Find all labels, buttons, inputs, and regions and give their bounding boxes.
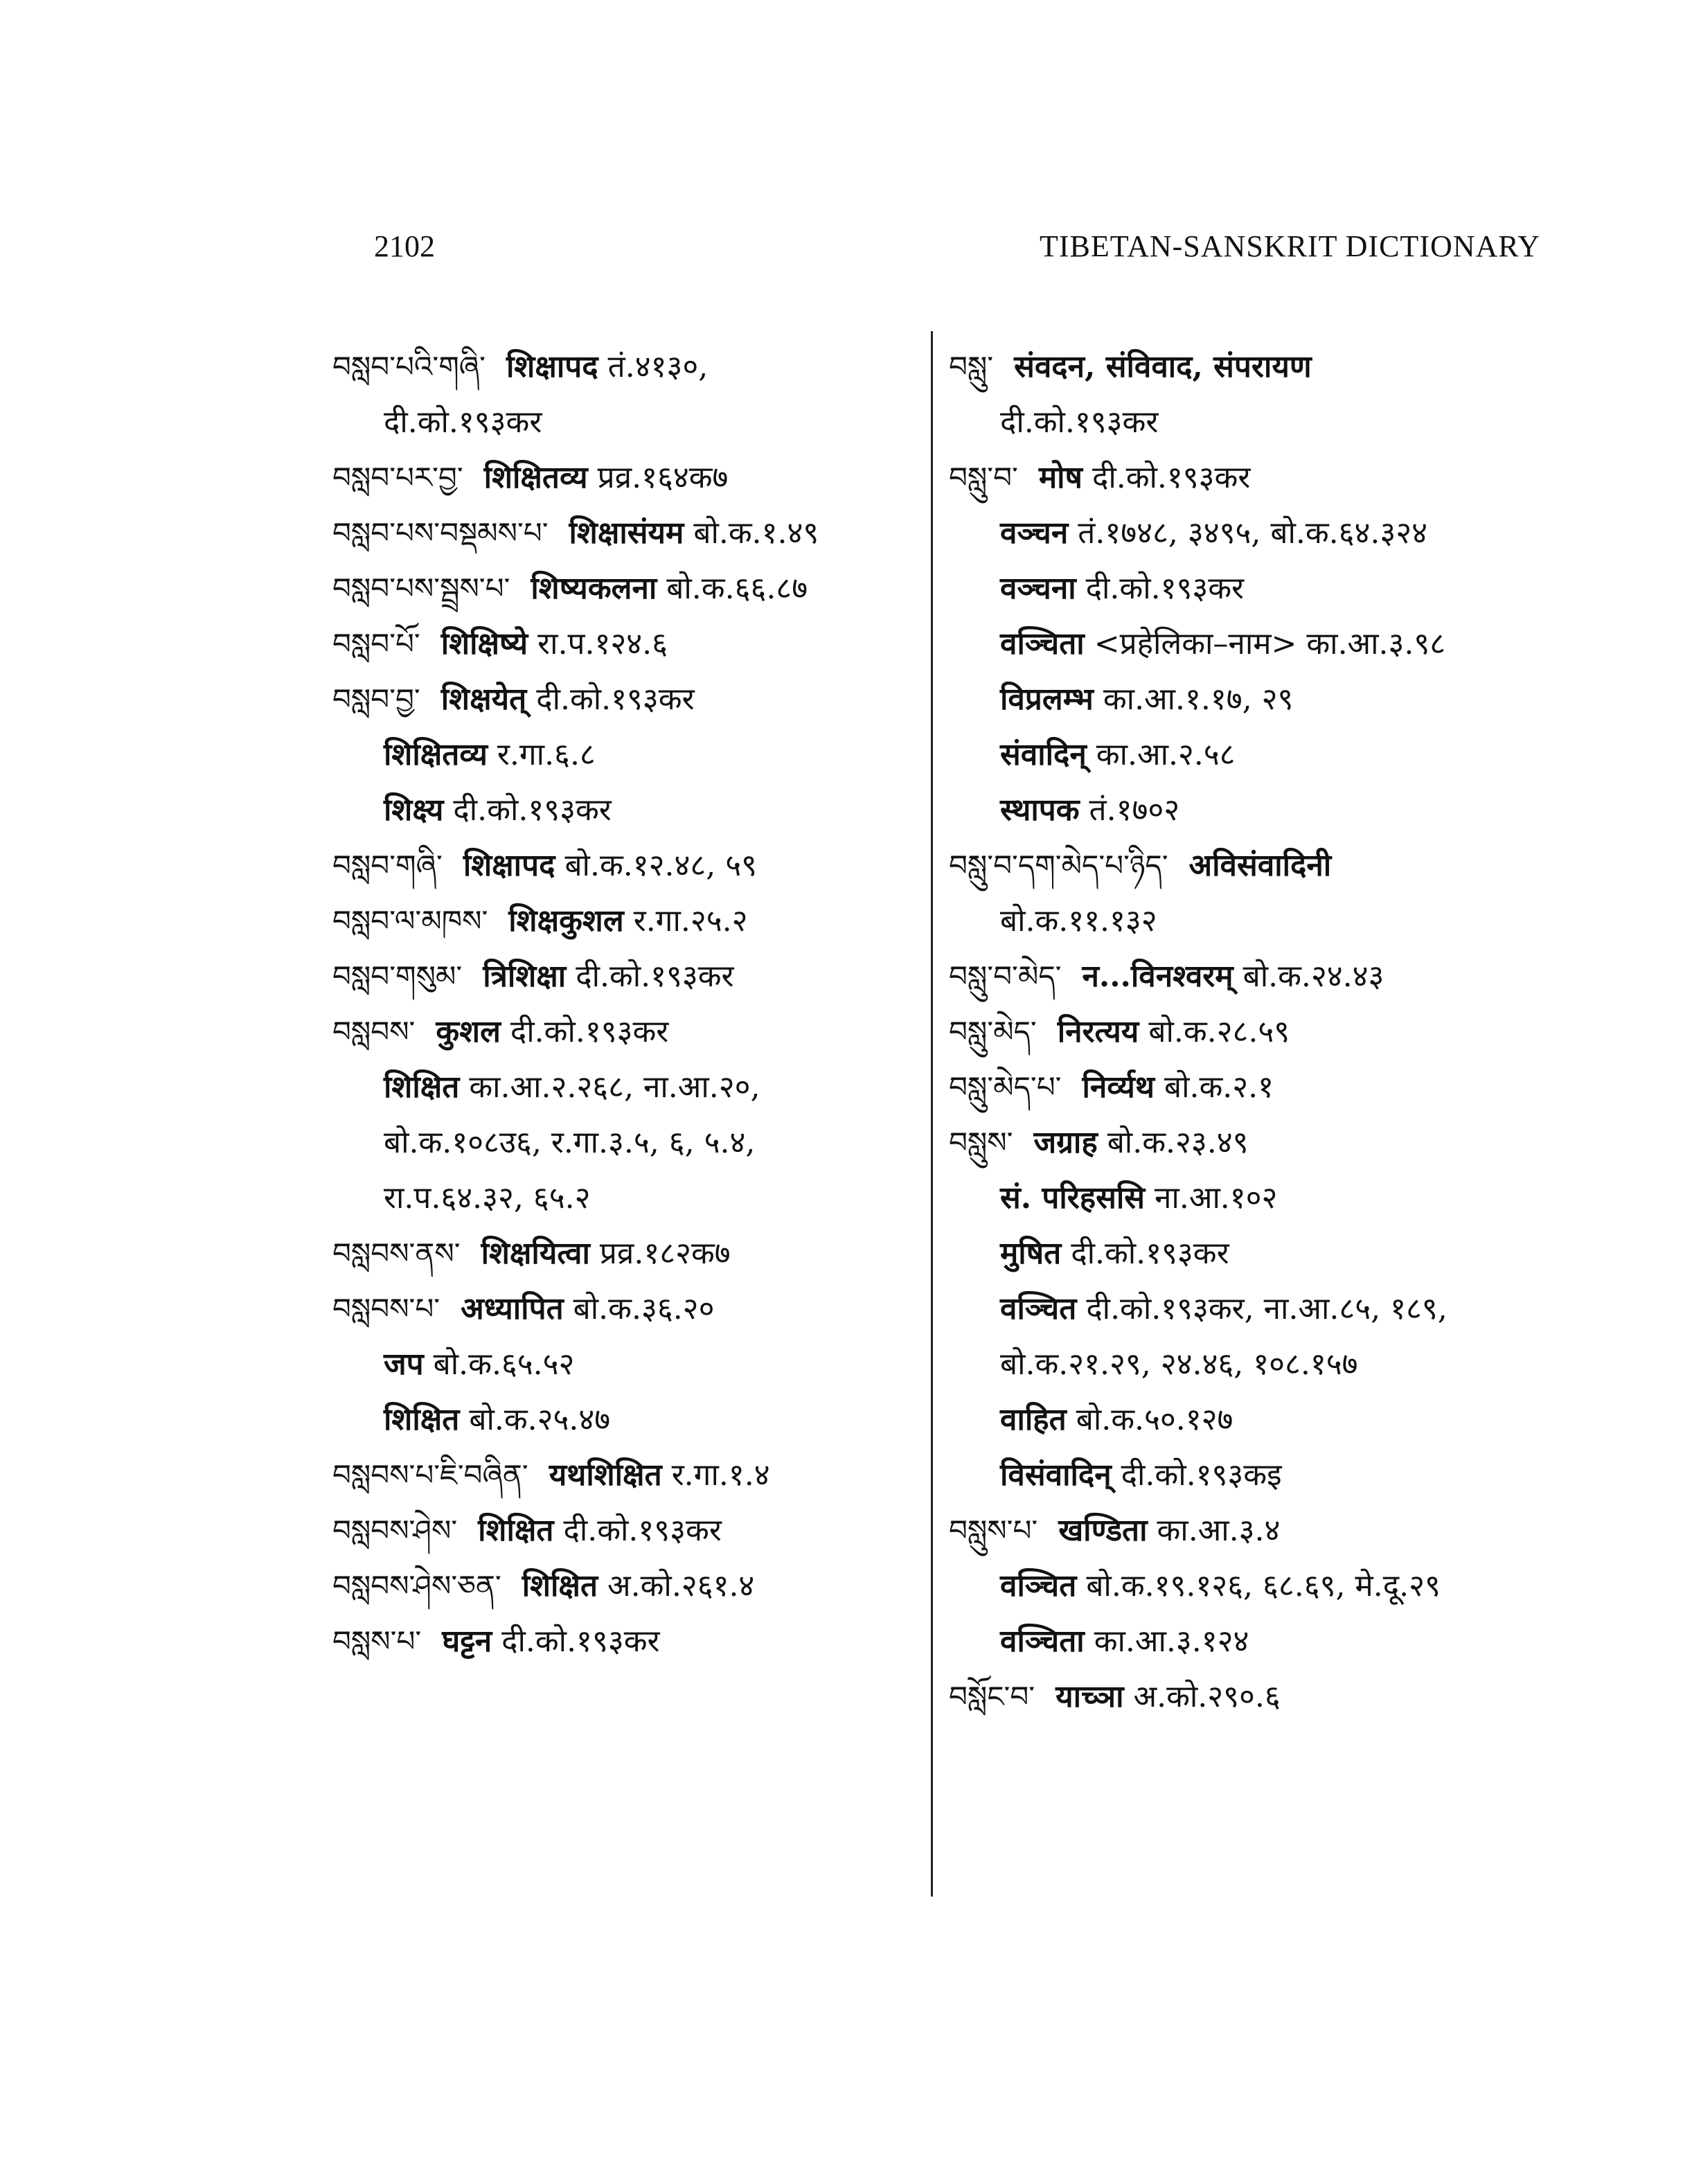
dictionary-entry-line bbox=[949, 561, 1558, 616]
dictionary-entry-line bbox=[949, 395, 1558, 450]
dictionary-entry-line bbox=[332, 1115, 921, 1171]
tibetan-headword: བསླུ་ bbox=[949, 350, 994, 384]
tibetan-headword: བསླབ་པར་བྱ་ bbox=[332, 461, 463, 495]
dictionary-entry-line bbox=[332, 727, 921, 783]
source-reference: बो.क.११.१३२ bbox=[1000, 903, 1157, 939]
sanskrit-equivalent: शिक्षित bbox=[522, 1568, 598, 1604]
source-reference: <प्रहेलिका–नाम> का.आ.३.९८ bbox=[1094, 626, 1446, 662]
source-reference: दी.को.१९३कर bbox=[576, 959, 734, 994]
dictionary-entry-line bbox=[949, 949, 1558, 1004]
source-reference: बो.क.२५.४७ bbox=[469, 1402, 611, 1437]
source-reference: र.गा.१.४ bbox=[671, 1457, 770, 1493]
dictionary-entry-line bbox=[949, 1392, 1558, 1448]
source-reference: दी.को.१९३कर bbox=[501, 1624, 660, 1659]
tibetan-headword: བསླབ་པའི་གཞི་ bbox=[332, 350, 486, 384]
tibetan-headword: བསླབ་ལ་མཁས་ bbox=[332, 904, 488, 938]
source-reference: बो.क.१.४९ bbox=[693, 515, 819, 551]
sanskrit-equivalent: शिक्षयित्वा bbox=[481, 1236, 590, 1271]
tibetan-headword: བསླུ་བ་ bbox=[949, 461, 1018, 495]
dictionary-entry-line bbox=[949, 616, 1558, 672]
tibetan-headword: བསླབ་པས་སྦྲས་པ་ bbox=[332, 571, 510, 605]
right-column bbox=[949, 339, 1558, 1725]
source-reference: दी.को.१९३कर bbox=[1000, 405, 1159, 440]
source-reference: दी.को.१९३कर bbox=[510, 1014, 669, 1049]
sanskrit-equivalent: शिष्यकलना bbox=[531, 571, 657, 606]
dictionary-entry-line bbox=[332, 1226, 921, 1281]
source-reference: बो.क.२.१ bbox=[1164, 1069, 1274, 1105]
dictionary-entry-line bbox=[332, 616, 921, 672]
tibetan-headword: བསླུ་མེད་པ་ bbox=[949, 1070, 1062, 1104]
dictionary-entry-line bbox=[949, 1337, 1558, 1392]
tibetan-headword: བསློང་བ་ bbox=[949, 1680, 1035, 1714]
tibetan-headword: བསླབ་གཞི་ bbox=[332, 849, 443, 882]
sanskrit-equivalent: त्रिशिक्षा bbox=[483, 959, 567, 994]
sanskrit-equivalent: याच्ञा bbox=[1056, 1679, 1124, 1714]
sanskrit-equivalent: शिक्षित bbox=[384, 1069, 460, 1105]
source-reference: रा.प.६४.३२, ६५.२ bbox=[384, 1180, 591, 1216]
dictionary-entry-line bbox=[332, 1171, 921, 1226]
tibetan-headword: བསླབས་ནས་ bbox=[332, 1236, 461, 1270]
source-reference: अ.को.२९०.६ bbox=[1133, 1679, 1281, 1714]
sanskrit-equivalent: शिक्षापद bbox=[506, 349, 598, 384]
tibetan-headword: བསླུ་བ་དག་མེད་པ་ཉིད་ bbox=[949, 849, 1168, 882]
source-reference: बो.क.२१.२९, २४.४६, १०८.१५७ bbox=[1000, 1347, 1358, 1382]
sanskrit-equivalent: शिक्षयेत् bbox=[440, 682, 527, 717]
dictionary-entry-line bbox=[949, 1171, 1558, 1226]
dictionary-entry-line bbox=[949, 1503, 1558, 1559]
sanskrit-equivalent: अध्यापित bbox=[461, 1291, 564, 1326]
sanskrit-equivalent: निर्व्यथ bbox=[1082, 1069, 1155, 1105]
sanskrit-equivalent: शिक्षित bbox=[384, 1402, 460, 1437]
source-reference: र.गा.६.८ bbox=[497, 737, 596, 772]
tibetan-headword: བསླབས་ཤེས་ bbox=[332, 1513, 458, 1547]
dictionary-entry-line bbox=[332, 450, 921, 506]
source-reference: दी.को.१९३कइ bbox=[1121, 1457, 1282, 1493]
dictionary-entry-line bbox=[332, 783, 921, 838]
sanskrit-equivalent: शिक्षितव्य bbox=[384, 737, 488, 772]
dictionary-entry-line bbox=[949, 506, 1558, 561]
dictionary-entry-line bbox=[332, 1281, 921, 1337]
source-reference: बो.क.३६.२० bbox=[573, 1291, 715, 1326]
sanskrit-equivalent: वञ्चिता bbox=[1000, 1624, 1085, 1659]
sanskrit-equivalent: खण्डिता bbox=[1058, 1513, 1148, 1548]
sanskrit-equivalent: विप्रलम्भ bbox=[1000, 682, 1094, 717]
dictionary-entry-line bbox=[332, 561, 921, 616]
sanskrit-equivalent: विसंवादिन् bbox=[1000, 1457, 1112, 1493]
source-reference: का.आ.३.४ bbox=[1157, 1513, 1281, 1548]
source-reference: तं.१७०२ bbox=[1089, 792, 1180, 828]
sanskrit-equivalent: शिक्षिष्ये bbox=[440, 626, 528, 662]
sanskrit-equivalent: वाहित bbox=[1000, 1402, 1067, 1437]
dictionary-entry-line bbox=[949, 672, 1558, 727]
source-reference: दी.को.१९३कर bbox=[1092, 460, 1251, 495]
tibetan-headword: བསླུས་ bbox=[949, 1126, 1013, 1160]
dictionary-entry-line bbox=[332, 1392, 921, 1448]
sanskrit-equivalent: संवदन, संविवाद, संपरायण bbox=[1014, 349, 1312, 384]
source-reference: दी.को.१९३कर bbox=[1071, 1236, 1229, 1271]
source-reference: का.आ.१.१७, २९ bbox=[1103, 682, 1294, 717]
dictionary-entry-line bbox=[949, 450, 1558, 506]
sanskrit-equivalent: वञ्चित bbox=[1000, 1568, 1077, 1604]
page-number: 2102 bbox=[374, 229, 435, 263]
sanskrit-equivalent: न...विनश्वरम् bbox=[1082, 959, 1234, 994]
source-reference: बो.क.६६.८७ bbox=[666, 571, 808, 606]
dictionary-entry-line bbox=[949, 1448, 1558, 1503]
source-reference: दी.को.१९३कर bbox=[453, 792, 612, 828]
sanskrit-equivalent: वञ्चना bbox=[1000, 571, 1076, 606]
tibetan-headword: བསླབས་ཤེས་ཅན་ bbox=[332, 1569, 501, 1603]
source-reference: दी.को.१९३कर bbox=[536, 682, 695, 717]
dictionary-entry-line bbox=[332, 1559, 921, 1614]
source-reference: दी.को.१९३कर bbox=[1085, 571, 1245, 606]
running-head: TIBETAN-SANSKRIT DICTIONARY bbox=[1040, 229, 1540, 263]
dictionary-entry-line bbox=[949, 838, 1558, 894]
sanskrit-equivalent: वञ्चित bbox=[1000, 1291, 1077, 1326]
dictionary-entry-line bbox=[949, 894, 1558, 949]
source-reference: बो.क.२८.५९ bbox=[1148, 1014, 1290, 1049]
tibetan-headword: བསླབས་པ་ཇི་བཞིན་ bbox=[332, 1458, 528, 1492]
sanskrit-equivalent: शिक्ष्य bbox=[384, 792, 444, 828]
dictionary-entry-line bbox=[949, 783, 1558, 838]
source-reference: प्रव्र.१६४क७ bbox=[597, 460, 729, 495]
sanskrit-equivalent: कुशल bbox=[436, 1014, 501, 1049]
source-reference: र.गा.२५.२ bbox=[633, 903, 748, 939]
tibetan-headword: བསླབ་གསུམ་ bbox=[332, 959, 463, 993]
tibetan-headword: བསླས་པ་ bbox=[332, 1624, 422, 1658]
dictionary-entry-line bbox=[949, 1281, 1558, 1337]
sanskrit-equivalent: संवादिन् bbox=[1000, 737, 1087, 772]
dictionary-entry-line bbox=[332, 395, 921, 450]
column-rule bbox=[931, 331, 933, 1897]
tibetan-headword: བསླབ་པོ་ bbox=[332, 627, 420, 661]
dictionary-entry-line bbox=[332, 949, 921, 1004]
tibetan-headword: བསླུ་བ་མེད་ bbox=[949, 959, 1062, 993]
sanskrit-equivalent: यथशिक्षित bbox=[549, 1457, 662, 1493]
dictionary-entry-line bbox=[949, 727, 1558, 783]
dictionary-entry-line bbox=[949, 1226, 1558, 1281]
sanskrit-equivalent: स्थापक bbox=[1000, 792, 1080, 828]
tibetan-headword: བསླབས་ bbox=[332, 1015, 416, 1049]
source-reference: बो.क.१९.१२६, ६८.६९, मे.दू.२९ bbox=[1086, 1568, 1441, 1604]
dictionary-entry-line bbox=[332, 838, 921, 894]
source-reference: बो.क.५०.१२७ bbox=[1076, 1402, 1234, 1437]
sanskrit-equivalent: वञ्चन bbox=[1000, 515, 1069, 551]
dictionary-entry-line bbox=[949, 339, 1558, 395]
source-reference: अ.को.२६१.४ bbox=[607, 1568, 755, 1604]
sanskrit-equivalent: शिक्षापद bbox=[463, 848, 555, 883]
tibetan-headword: བསླུ་མེད་ bbox=[949, 1015, 1037, 1049]
left-column bbox=[332, 339, 921, 1669]
dictionary-entry-line bbox=[949, 1115, 1558, 1171]
source-reference: बो.क.२४.४३ bbox=[1243, 959, 1384, 994]
source-reference: ना.आ.१०२ bbox=[1155, 1180, 1278, 1216]
dictionary-entry-line bbox=[332, 1004, 921, 1060]
dictionary-entry-line bbox=[332, 1614, 921, 1669]
sanskrit-equivalent: सं. परिहससि bbox=[1000, 1180, 1146, 1216]
sanskrit-equivalent: शिक्षासंयम bbox=[569, 515, 684, 551]
source-reference: बो.क.१०८उ६, र.गा.३.५, ६, ५.४, bbox=[384, 1125, 756, 1160]
tibetan-headword: བསླུས་པ་ bbox=[949, 1513, 1038, 1547]
sanskrit-equivalent: जप bbox=[384, 1347, 424, 1382]
dictionary-entry-line bbox=[949, 1060, 1558, 1115]
source-reference: बो.क.६५.५२ bbox=[433, 1347, 575, 1382]
source-reference: तं.१७४८, ३४९५, बो.क.६४.३२४ bbox=[1078, 515, 1427, 551]
source-reference: का.आ.२.२६८, ना.आ.२०, bbox=[469, 1069, 760, 1105]
source-reference: का.आ.२.५८ bbox=[1096, 737, 1236, 772]
dictionary-entry-line bbox=[949, 1559, 1558, 1614]
sanskrit-equivalent: शिक्षकुशल bbox=[508, 903, 624, 939]
dictionary-entry-line bbox=[949, 1614, 1558, 1669]
dictionary-entry-line bbox=[332, 672, 921, 727]
tibetan-headword: བསླབ་པས་བསྡམས་པ་ bbox=[332, 516, 549, 550]
dictionary-entry-line bbox=[332, 1448, 921, 1503]
tibetan-headword: བསླབ་བྱ་ bbox=[332, 682, 420, 716]
sanskrit-equivalent: निरत्यय bbox=[1057, 1014, 1139, 1049]
source-reference: प्रव्र.१८२क७ bbox=[599, 1236, 731, 1271]
sanskrit-equivalent: शिक्षितव्य bbox=[483, 460, 588, 495]
sanskrit-equivalent: मोष bbox=[1038, 460, 1083, 495]
dictionary-entry-line bbox=[949, 1669, 1558, 1725]
source-reference: बो.क.२३.४९ bbox=[1107, 1125, 1249, 1160]
sanskrit-equivalent: अविसंवादिनी bbox=[1188, 848, 1332, 883]
dictionary-entry-line bbox=[332, 506, 921, 561]
sanskrit-equivalent: जग्राह bbox=[1033, 1125, 1098, 1160]
sanskrit-equivalent: वञ्चिता bbox=[1000, 626, 1085, 662]
dictionary-entry-line bbox=[332, 1503, 921, 1559]
source-reference: तं.४१३०, bbox=[607, 349, 709, 384]
sanskrit-equivalent: घट्टन bbox=[442, 1624, 492, 1659]
sanskrit-equivalent: शिक्षित bbox=[478, 1513, 554, 1548]
sanskrit-equivalent: मुषित bbox=[1000, 1236, 1062, 1271]
dictionary-entry-line bbox=[332, 339, 921, 395]
dictionary-entry-line bbox=[332, 1337, 921, 1392]
dictionary-entry-line bbox=[332, 894, 921, 949]
source-reference: दी.को.१९३कर bbox=[384, 405, 542, 440]
source-reference: का.आ.३.१२४ bbox=[1094, 1624, 1249, 1659]
dictionary-entry-line bbox=[949, 1004, 1558, 1060]
source-reference: बो.क.१२.४८, ५९ bbox=[564, 848, 757, 883]
dictionary-entry-line bbox=[332, 1060, 921, 1115]
tibetan-headword: བསླབས་པ་ bbox=[332, 1292, 440, 1326]
source-reference: दी.को.१९३कर bbox=[563, 1513, 722, 1548]
source-reference: रा.प.१२४.६ bbox=[537, 626, 668, 662]
source-reference: दी.को.१९३कर, ना.आ.८५, १८९, bbox=[1086, 1291, 1448, 1326]
